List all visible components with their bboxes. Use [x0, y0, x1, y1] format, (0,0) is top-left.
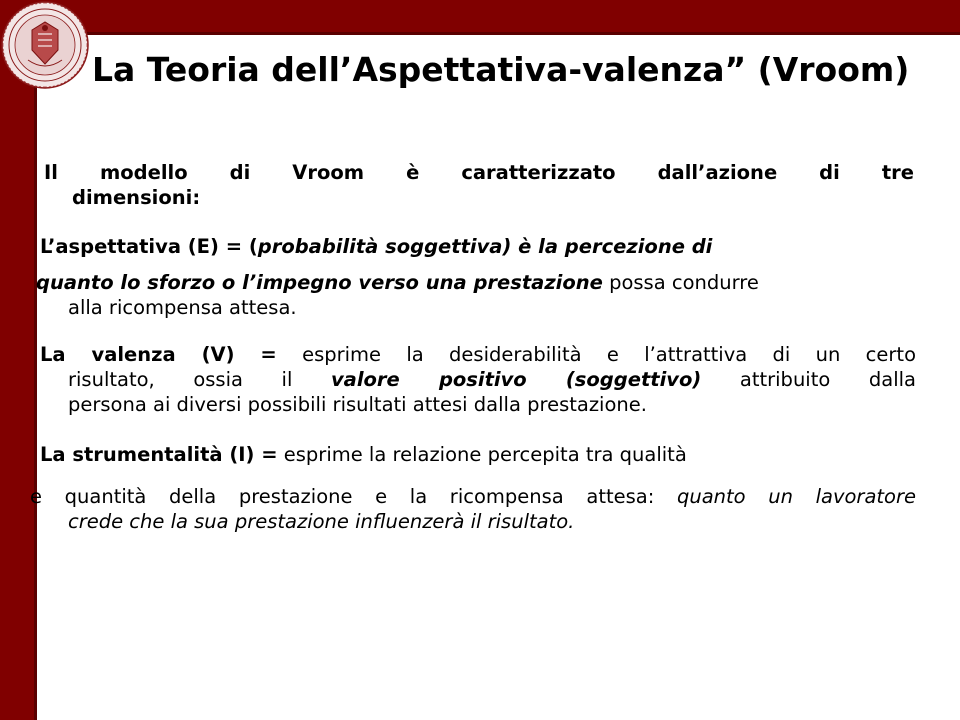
- valenza-line-2-a: risultato, ossia il: [68, 368, 331, 391]
- valenza-lead: La valenza (V) =: [40, 343, 277, 366]
- strumentalita-line-1-italic: quanto un lavoratore: [676, 485, 916, 508]
- aspettativa-rest: possa condurre: [602, 271, 759, 294]
- strumentalita-line-1-a: e quantità della prestazione e la ricompensa attesa:: [30, 485, 677, 508]
- frame-shadow-left: [34, 32, 37, 720]
- strumentalita-line-2: crede che la sua prestazione influenzerà il risultato.: [68, 510, 575, 533]
- aspettativa-effort-text: quanto lo sforzo o l’impegno verso una prestazione: [36, 271, 603, 294]
- valenza-positive-value: valore positivo (soggettivo): [330, 368, 702, 391]
- paragraph-intro: [44, 160, 914, 210]
- left-frame-bar: [0, 0, 34, 720]
- aspettativa-lead: L’aspettativa (E) = (: [40, 235, 258, 258]
- intro-line-1: Il modello di Vroom è caratterizzato dall’azione di tre: [44, 161, 914, 184]
- paragraph-aspettativa: [40, 234, 916, 259]
- top-frame-bar: [0, 0, 960, 32]
- valenza-line-2: [40, 367, 916, 392]
- aspettativa-definition: probabilità soggettiva) è la percezione di: [257, 235, 713, 258]
- valenza-line-1-rest: esprime la desiderabilità e l’attrattiva di un certo: [276, 343, 916, 366]
- strumentalita-lead: La strumentalità (I) =: [40, 443, 278, 466]
- strumentalita-rest: esprime la relazione percepita tra qualità: [277, 443, 687, 466]
- paragraph-aspettativa-continued: [36, 270, 916, 320]
- university-seal-logo: [0, 0, 90, 90]
- strumentalita-line-1: [30, 484, 916, 509]
- intro-line-2: dimensioni:: [72, 186, 201, 209]
- paragraph-strumentalita-continued: [30, 484, 916, 534]
- paragraph-valenza: [40, 342, 916, 417]
- valenza-line-2-b: attribuito dalla: [701, 368, 916, 391]
- valenza-line-1: [40, 342, 916, 367]
- aspettativa-line-2: alla ricompensa attesa.: [68, 296, 297, 319]
- valenza-line-3: persona ai diversi possibili risultati attesi dalla prestazione.: [68, 393, 647, 416]
- paragraph-strumentalita: [40, 442, 916, 467]
- slide-title: La Teoria dell’Aspettativa-valenza” (Vroom): [92, 50, 910, 89]
- frame-shadow-top: [34, 32, 960, 35]
